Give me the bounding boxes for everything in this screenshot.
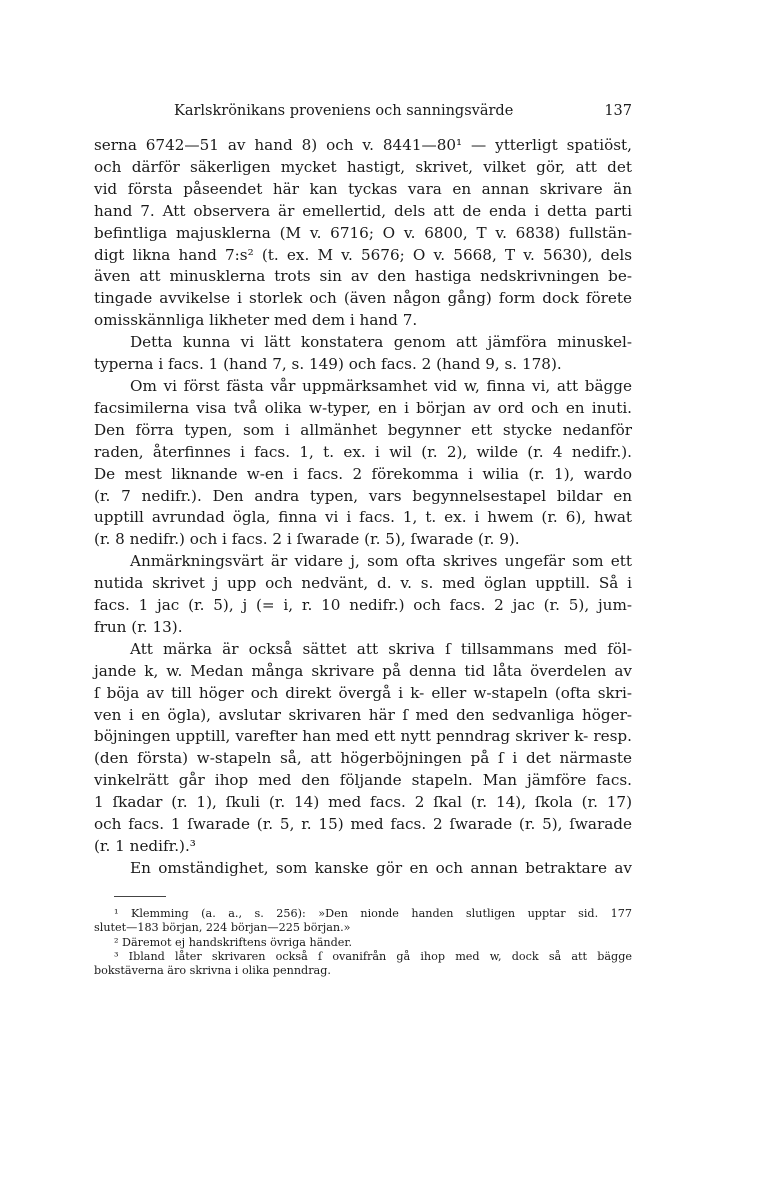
footnotes	[94, 907, 632, 979]
text-line: upptill avrundad ögla, finna vi i facs. 1, t. ex. i hwem (r. 6), hwat	[94, 508, 632, 527]
running-title: Karlskrönikans proveniens och sanningsvärde	[174, 103, 514, 119]
text-line: tingade avvikelse i storlek och (även någon gång) form dock förete	[94, 289, 632, 308]
text-line: typerna i facs. 1 (hand 7, s. 149) och facs. 2 (hand 9, s. 178).	[94, 355, 562, 374]
footnote-line: ² Däremot ej handskriftens övriga händer.	[114, 935, 353, 949]
text-line: Att märka är också sättet att skriva ſ tillsammans med föl-	[130, 639, 632, 658]
text-line: Anmärkningsvärt är vidare j, som ofta skrives ungefär som ett	[130, 552, 632, 571]
text-line: vid första påseendet här kan tyckas vara en annan skrivare än	[94, 179, 632, 198]
text-line: omisskännliga likheter med dem i hand 7.	[94, 311, 418, 330]
page-number: 137	[604, 103, 632, 119]
footnote-line: slutet—183 början, 224 början—225 början.»	[94, 921, 351, 935]
text-line: Detta kunna vi lätt konstatera genom att jämföra minuskel-	[130, 333, 632, 352]
paragraph-4	[94, 551, 632, 639]
text-line: facsimilerna visa två olika w-typer, en i början av ord och en inuti.	[94, 398, 632, 417]
text-line: (r. 7 nedifr.). Den andra typen, vars begynnelsestapel bildar en	[94, 486, 632, 505]
paragraph-2	[94, 332, 632, 376]
text-line: Om vi först fästa vår uppmärksamhet vid w, finna vi, att bägge	[130, 376, 632, 395]
text-line: befintliga majusklerna (M v. 6716; O v. 6800, T v. 6838) fullstän-	[94, 223, 632, 242]
text-line: raden, återfinnes i facs. 1, t. ex. i wil (r. 2), wilde (r. 4 nedifr.).	[94, 442, 632, 461]
paragraph-1	[94, 135, 632, 332]
footnote-2	[94, 936, 632, 950]
paragraph-5	[94, 639, 632, 858]
footnote-line: ³ Ibland låter skrivaren också ſ ovanifrån gå ihop med w, dock så att bägge	[114, 950, 632, 964]
text-line: ven i en ögla), avslutar skrivaren här ſ med den sedvanliga höger-	[94, 705, 632, 724]
running-head	[94, 100, 632, 122]
text-line: (r. 1 nedifr.).³	[94, 837, 196, 855]
text-line: En omständighet, som kanske gör en och annan betraktare av	[130, 858, 632, 877]
text-line: och facs. 1 ſwarade (r. 5, r. 15) med facs. 2 ſwarade (r. 5), ſwarade	[94, 815, 632, 834]
footnote-1	[94, 907, 632, 936]
text-line: frun (r. 13).	[94, 617, 183, 636]
text-line: De mest liknande w-en i facs. 2 förekomma i wilia (r. 1), wardo	[94, 464, 632, 483]
text-line: böjningen upptill, varefter han med ett nytt penndrag skriver k- resp.	[94, 727, 632, 746]
body-text	[94, 135, 632, 880]
text-line: 1 ſkadar (r. 1), ſkuli (r. 14) med facs. 2 ſkal (r. 14), ſkola (r. 17)	[94, 793, 632, 812]
paragraph-3	[94, 376, 632, 551]
text-line: ſ böja av till höger och direkt övergå i k- eller w-stapeln (ofta skri-	[94, 683, 632, 702]
text-line: nutida skrivet j upp och nedvänt, d. v. s. med öglan upptill. Så i	[94, 574, 632, 593]
text-line: (r. 8 nedifr.) och i facs. 2 i ſwarade (r. 5), ſwarade (r. 9).	[94, 530, 520, 549]
text-line: facs. 1 jac (r. 5), j (= i, r. 10 nedifr.) och facs. 2 jac (r. 5), jum-	[94, 596, 632, 615]
text-line: och därför säkerligen mycket hastigt, skrivet, vilket gör, att det	[94, 157, 632, 176]
footnote-divider	[114, 896, 166, 897]
text-line: vinkelrätt går ihop med den följande stapeln. Man jämföre facs.	[94, 771, 632, 790]
text-line: Den förra typen, som i allmänhet begynner ett stycke nedanför	[94, 420, 632, 439]
page	[94, 100, 632, 979]
text-line: även att minusklerna trots sin av den hastiga nedskrivningen be-	[94, 267, 632, 286]
text-line: jande k, w. Medan många skrivare på denna tid låta överdelen av	[94, 661, 632, 680]
text-line: serna 6742—51 av hand 8) och v. 8441—80¹ — ytterligt spatiöst,	[94, 136, 632, 154]
footnote-line: bokstäverna äro skrivna i olika penndrag.	[94, 964, 331, 978]
text-line: hand 7. Att observera är emellertid, dels att de enda i detta parti	[94, 201, 632, 220]
text-line: digt likna hand 7:s² (t. ex. M v. 5676; O v. 5668, T v. 5630), dels	[94, 245, 632, 264]
paragraph-6	[94, 858, 632, 880]
text-line: (den första) w-stapeln så, att högerböjningen på ſ i det närmaste	[94, 749, 632, 768]
footnote-3	[94, 950, 632, 979]
footnote-line: ¹ Klemming (a. a., s. 256): »Den nionde handen slutligen upptar sid. 177	[114, 906, 632, 920]
